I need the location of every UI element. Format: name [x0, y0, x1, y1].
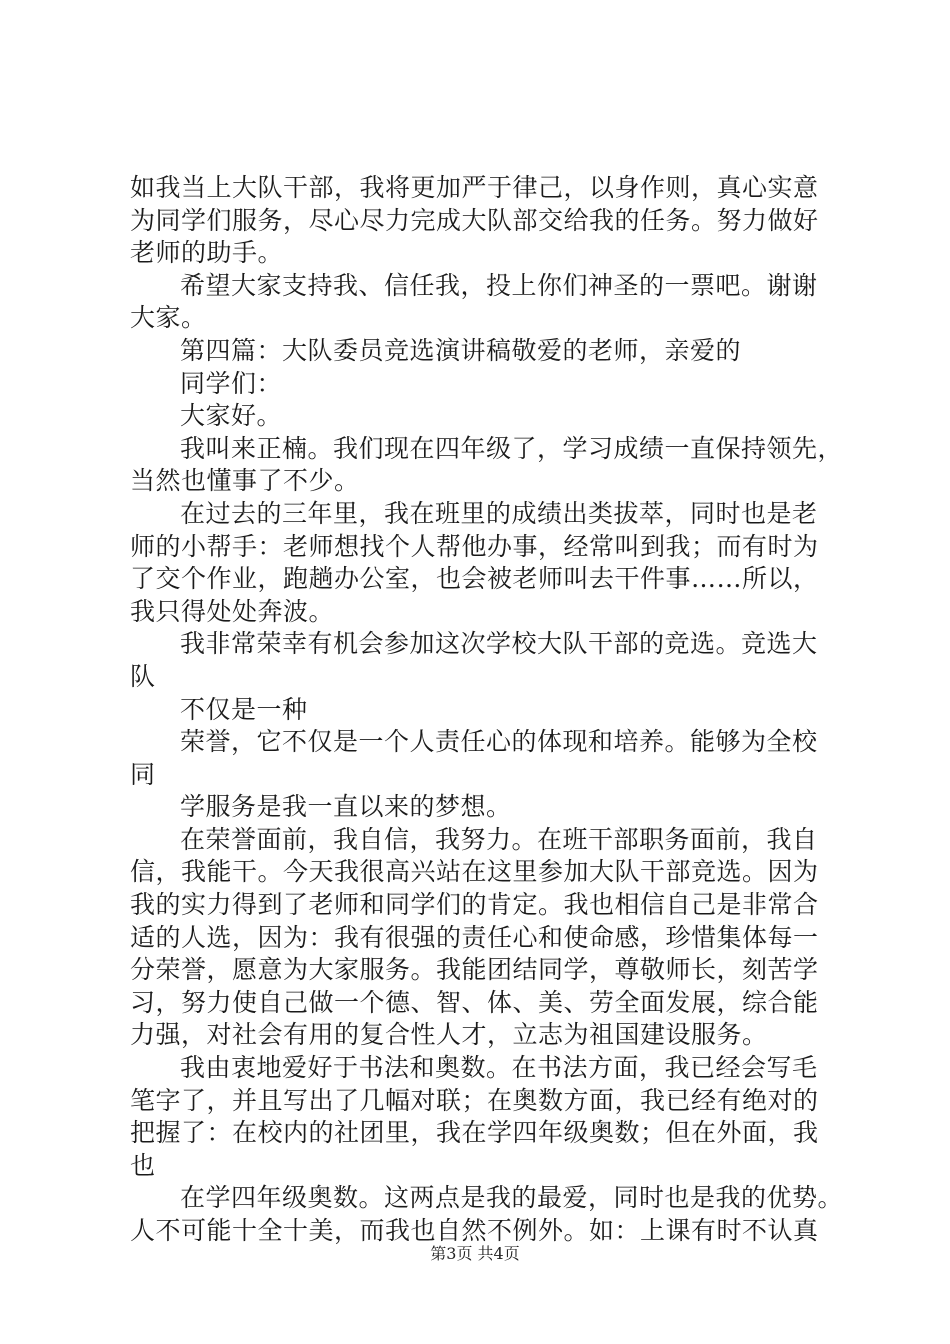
- text-line: 如我当上大队干部，我将更加严于律己，以身作则，真心实意: [130, 173, 819, 202]
- text-line: 力强，对社会有用的复合性人才，立志为祖国建设服务。: [130, 1020, 768, 1050]
- text-line: 希望大家支持我、信任我，投上你们神圣的一票吧。谢谢: [180, 270, 818, 300]
- text-line: 信，我能干。今天我很高兴站在这里参加大队干部竞选。因为: [130, 857, 819, 887]
- text-line: 大家好。: [180, 401, 283, 431]
- document-body: [130, 172, 844, 1248]
- section-heading: 第四篇：大队委员竞选演讲稿敬爱的老师，亲爱的: [180, 335, 742, 365]
- text-line: 我的实力得到了老师和同学们的肯定。我也相信自己是非常合: [130, 890, 819, 920]
- text-line: 当然也懂事了不少。: [130, 466, 360, 496]
- text-line: 习，努力使自己做一个德、智、体、美、劳全面发展，综合能: [130, 987, 819, 1017]
- text-line: 为同学们服务，尽心尽力完成大队部交给我的任务。努力做好: [130, 205, 819, 235]
- text-line: 在学四年级奥数。这两点是我的最爱，同时也是我的优势。: [180, 1183, 844, 1213]
- text-line: 分荣誉，愿意为大家服务。我能团结同学，尊敬师长，刻苦学: [130, 955, 819, 985]
- text-line: 了交个作业，跑趟办公室，也会被老师叫去干件事……所以，: [130, 564, 819, 594]
- text-line: 我由衷地爱好于书法和奥数。在书法方面，我已经会写毛: [180, 1053, 818, 1083]
- text-line: 我只得处处奔波。: [130, 596, 335, 626]
- text-line: 在荣誉面前，我自信，我努力。在班干部职务面前，我自: [180, 824, 818, 854]
- text-line: 适的人选，因为：我有很强的责任心和使命感，珍惜集体每一: [130, 922, 819, 952]
- text-line: 同: [130, 759, 156, 789]
- text-line: 人不可能十全十美，而我也自然不例外。如：上课有时不认真: [130, 1216, 819, 1245]
- text-line: 学服务是我一直以来的梦想。: [180, 792, 512, 822]
- text-line: 也: [130, 1150, 156, 1180]
- text-line: 在过去的三年里，我在班里的成绩出类拔萃，同时也是老: [180, 498, 818, 528]
- text-line: 笔字了，并且写出了几幅对联；在奥数方面，我已经有绝对的: [130, 1085, 819, 1115]
- text-line: 我非常荣幸有机会参加这次学校大队干部的竞选。竞选大: [180, 629, 818, 659]
- text-line: 不仅是一种: [180, 694, 308, 724]
- page-number-footer: 第3页 共4页: [430, 1244, 520, 1263]
- text-line: 队: [130, 661, 156, 691]
- text-line: 我叫来正楠。我们现在四年级了，学习成绩一直保持领先，: [180, 433, 844, 463]
- text-line: 老师的助手。: [130, 238, 284, 268]
- text-line: 同学们：: [180, 368, 283, 398]
- text-line: 大家。: [130, 303, 207, 333]
- text-line: 把握了：在校内的社团里，我在学四年级奥数；但在外面，我: [130, 1118, 819, 1148]
- text-line: 荣誉，它不仅是一个人责任心的体现和培养。能够为全校: [180, 727, 818, 757]
- text-line: 师的小帮手：老师想找个人帮他办事，经常叫到我；而有时为: [130, 531, 819, 561]
